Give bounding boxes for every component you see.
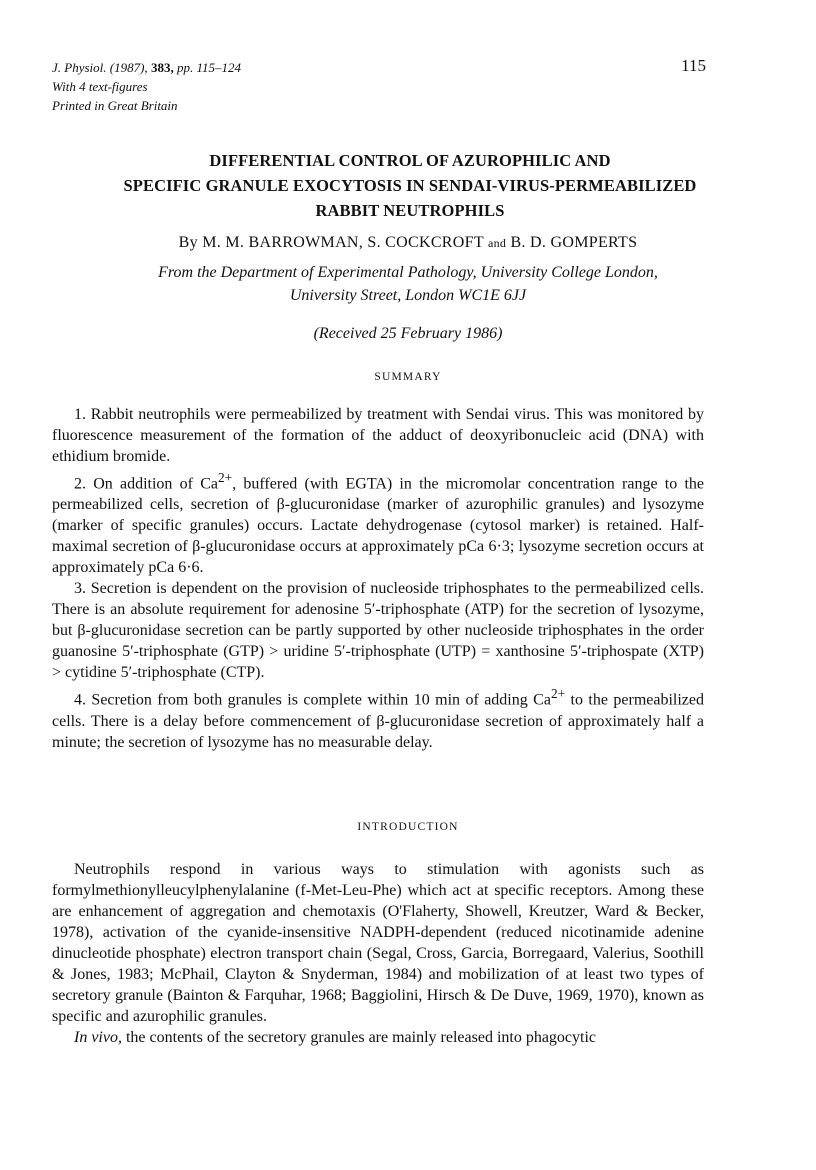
received-date: (Received 25 February 1986)	[313, 325, 503, 342]
intro-paragraph: Neutrophils respond in various ways to stimulation with agonists such as formylmethionylleucylphenylalanine (f-Met-Leu-Phe) which act at specific receptors. Among these are enhancement of aggregation and chemotaxis (O'Flaherty, Showell, Kreutzer, Ward & Becker, 1978), activation of the cyanide-insensitive NADPH-dependent (reduced nicotinamide adenine dinucleotide phosphate) electron transport chain (Segal, Cross, Garcia, Borregaard, Valerius, Soothill & Jones, 1983; McPhail, Clayton & Snyderman, 1984) and mobilization of at least two types of secretory granule (Bainton & Farquhar, 1968; Baggiolini, Hirsch & De Duve, 1969, 1970), known as specific and azurophilic granules.	[52, 861, 704, 1025]
summary-paragraph: 3. Secretion is dependent on the provision of nucleoside triphosphates to the permeabilized cells. There is an absolute requirement for adenosine 5′-triphosphate (ATP) for the secretion of lysozyme, but β-glucuronidase secretion can be partly supported by other nucleoside triphosphates in the order guanosine 5′-triphosphate (GTP) > uridine 5′-triphosphate (UTP) = xanthosine 5′-triphospate (XTP) > cytidine 5′-triphosphate (CTP).	[52, 580, 704, 682]
summary-paragraph	[52, 467, 704, 578]
citation-journal: J. Physiol.	[52, 60, 107, 75]
citation-line	[52, 58, 241, 77]
citation-year: (1987),	[109, 60, 148, 75]
article-title	[80, 148, 740, 223]
affiliation-line: University Street, London WC1E 6JJ	[289, 287, 527, 304]
summary-section	[52, 404, 704, 753]
journal-citation	[52, 58, 241, 115]
printed-note: Printed in Great Britain	[52, 98, 178, 113]
affiliation-line: From the Department of Experimental Pathology, University College London,	[158, 264, 658, 281]
summary-text-fragment: 2. On addition of Ca	[74, 475, 218, 493]
by-label: By	[178, 234, 198, 251]
figures-note: With 4 text-figures	[52, 79, 148, 94]
title-line: SPECIFIC GRANULE EXOCYTOSIS IN SENDAI-VIRUS-PERMEABILIZED	[123, 176, 697, 195]
summary-paragraph	[52, 683, 704, 752]
introduction-section	[52, 859, 704, 1048]
authors-main: M. M. BARROWMAN, S. COCKCROFT	[202, 234, 484, 251]
summary-paragraph: 1. Rabbit neutrophils were permeabilized by treatment with Sendai virus. This was monitored by fluorescence measurement of the formation of the adduct of deoxyribonucleic acid (DNA) with ethidium bromide.	[52, 406, 704, 465]
intro-text-fragment: the contents of the secretory granules are mainly released into phagocytic	[121, 1029, 597, 1046]
summary-heading: SUMMARY	[374, 371, 442, 383]
authors-last: B. D. GOMPERTS	[510, 234, 638, 251]
summary-text-fragment: 4. Secretion from both granules is complete within 10 min of adding Ca	[74, 691, 551, 709]
and-label: and	[487, 236, 507, 250]
page-number: 115	[681, 56, 706, 75]
introduction-heading: INTRODUCTION	[357, 821, 459, 833]
superscript: 2+	[550, 686, 566, 702]
intro-paragraph	[52, 1027, 704, 1048]
author-list	[0, 234, 816, 252]
summary-text-fragment: , buffered (with EGTA) in the micromolar concentration range to the permeabilized cells, secretion of β-glucuronidase (marker of azurophilic granules) and lysozyme (marker of specific granules) occurs. Lactate dehydrogenase (cytosol marker) is retained. Half-maximal secretion of β-glucuronidase occurs at approximately pCa 6·3; lysozyme secretion occurs at approximately pCa 6·6.	[52, 475, 704, 577]
citation-volume: 383,	[150, 60, 174, 75]
title-line: RABBIT NEUTROPHILS	[315, 201, 505, 220]
citation-pages: pp. 115–124	[176, 60, 241, 75]
title-line: DIFFERENTIAL CONTROL OF AZUROPHILIC AND	[209, 151, 611, 170]
summary-text-fragment: to the permeabilized cells. There is a delay before commencement of β-glucuronidase secretion of approximately half a minute; the secretion of lysozyme has no measurable delay.	[52, 691, 705, 751]
superscript: 2+	[217, 470, 233, 485]
intro-italic: In vivo,	[74, 1029, 122, 1046]
affiliation	[0, 261, 816, 307]
